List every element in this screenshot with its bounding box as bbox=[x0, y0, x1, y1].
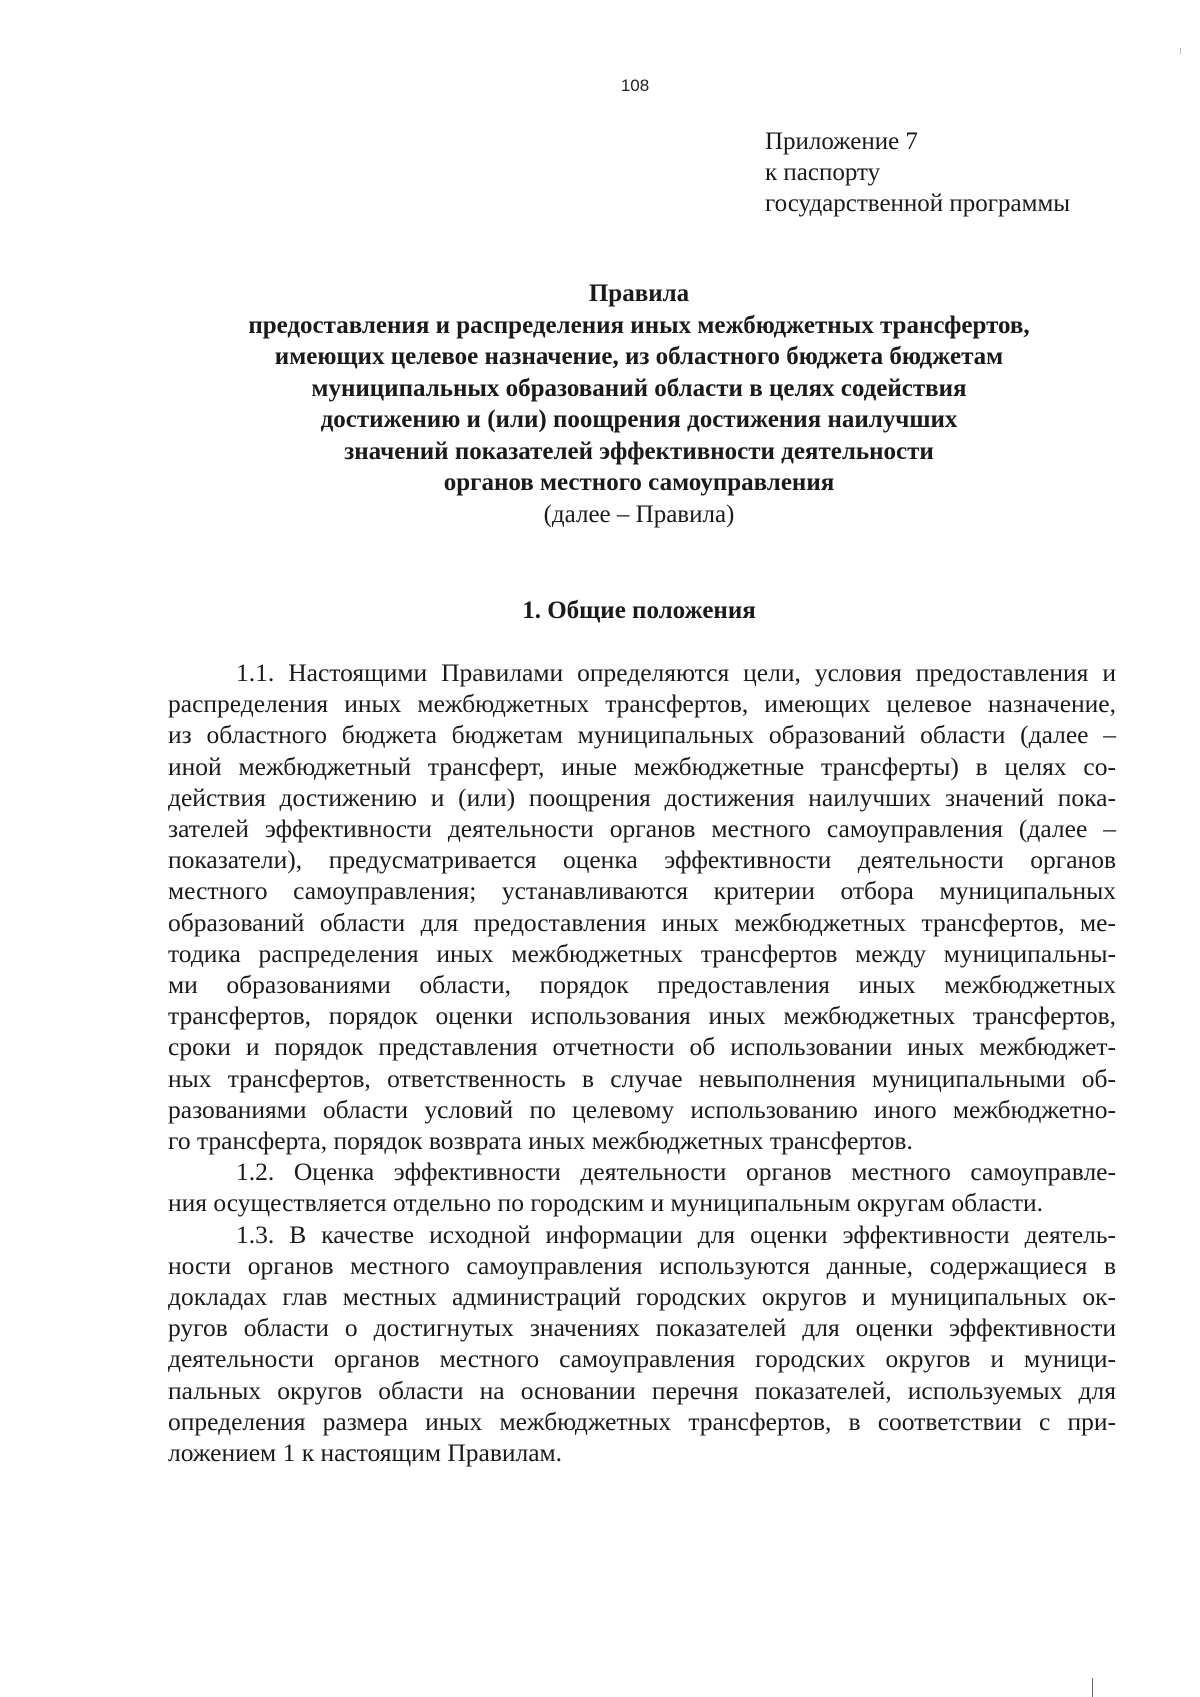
text-line: ности органов местного самоуправления используются данные, содержащиеся в bbox=[168, 1250, 1116, 1280]
text-line: 1.1. Настоящими Правилами определяются цели, условия предоставления и bbox=[236, 658, 1116, 687]
text-line: ругов области о достигнутых значениях показателей для оценки эффективности bbox=[168, 1313, 1116, 1343]
text-line: тодика распределения иных межбюджетных трансфертов между муниципальны- bbox=[168, 938, 1116, 968]
title-line: имеющих целевое назначение, из областного бюджета бюджетам bbox=[274, 343, 1004, 370]
text-line: зателей эффективности деятельности органов местного самоуправления (далее – bbox=[168, 814, 1116, 844]
text-line: образований области для предоставления иных межбюджетных трансфертов, ме- bbox=[168, 907, 1116, 937]
title-note: (далее – Правила) bbox=[543, 500, 735, 528]
paragraph-1-3 bbox=[168, 1219, 1116, 1469]
page-number: 108 bbox=[620, 76, 650, 95]
text-line: ния осуществляется отдельно по городским и муниципальным округам области. bbox=[168, 1188, 1044, 1218]
title-heading: Правила bbox=[588, 280, 690, 307]
text-line: из областного бюджета бюджетам муниципальных образований области (далее – bbox=[168, 720, 1116, 750]
paragraph-1-1 bbox=[168, 657, 1116, 1156]
text-line: распределения иных межбюджетных трансфертов, имеющих целевое назначение, bbox=[168, 689, 1116, 719]
document-title bbox=[160, 278, 1118, 530]
title-line: значений показателей эффективности деятельности bbox=[344, 437, 934, 465]
text-line: докладах глав местных администраций городских округов и муниципальных ок- bbox=[168, 1282, 1116, 1312]
body-text bbox=[168, 657, 1116, 1468]
text-line: показатели), предусматривается оценка эффективности деятельности органов bbox=[168, 845, 1116, 875]
text-line: ложением 1 к настоящим Правилам. bbox=[168, 1438, 563, 1468]
text-line: иной межбюджетный трансферт, иные межбюджетные трансферты) в целях со- bbox=[168, 751, 1116, 781]
text-line: действия достижению и (или) поощрения достижения наилучших значений пока- bbox=[168, 782, 1116, 812]
appendix-line: к паспорту bbox=[765, 159, 881, 186]
title-line: муниципальных образований области в целях содействия bbox=[311, 374, 967, 402]
text-line: пальных округов области на основании перечня показателей, используемых для bbox=[168, 1375, 1116, 1405]
scan-edge-mark bbox=[1092, 1678, 1093, 1697]
text-line: го трансферта, порядок возврата иных межбюджетных трансфертов. bbox=[168, 1126, 913, 1156]
appendix-line: государственной программы bbox=[765, 190, 1071, 217]
title-line: предоставления и распределения иных межбюджетных трансфертов, bbox=[248, 311, 1030, 339]
title-line: достижению и (или) поощрения достижения наилучших bbox=[320, 406, 958, 433]
section-heading: 1. Общие положения bbox=[522, 597, 756, 624]
title-line: органов местного самоуправления bbox=[443, 469, 835, 496]
scan-edge-mark bbox=[1180, 48, 1181, 54]
text-line: сроки и порядок представления отчетности об использовании иных межбюджет- bbox=[168, 1032, 1116, 1062]
appendix-line: Приложение 7 bbox=[765, 128, 918, 155]
text-line: определения размера иных межбюджетных трансфертов, в соответствии с при- bbox=[168, 1406, 1116, 1436]
text-line: ми образованиями области, порядок предоставления иных межбюджетных bbox=[168, 970, 1116, 1000]
paragraph-1-2 bbox=[168, 1156, 1116, 1218]
text-line: 1.3. В качестве исходной информации для оценки эффективности деятель- bbox=[236, 1219, 1116, 1249]
text-line: разованиями области условий по целевому использованию иного межбюджетно- bbox=[168, 1094, 1116, 1124]
text-line: трансфертов, порядок оценки использования иных межбюджетных трансфертов, bbox=[168, 1001, 1116, 1031]
text-line: местного самоуправления; устанавливаются критерии отбора муниципальных bbox=[168, 876, 1116, 906]
text-line: ных трансфертов, ответственность в случае невыполнения муниципальными об- bbox=[168, 1063, 1116, 1093]
appendix-note bbox=[765, 126, 1070, 219]
text-line: 1.2. Оценка эффективности деятельности органов местного самоуправле- bbox=[236, 1157, 1116, 1187]
text-line: деятельности органов местного самоуправления городских округов и муници- bbox=[168, 1344, 1116, 1374]
